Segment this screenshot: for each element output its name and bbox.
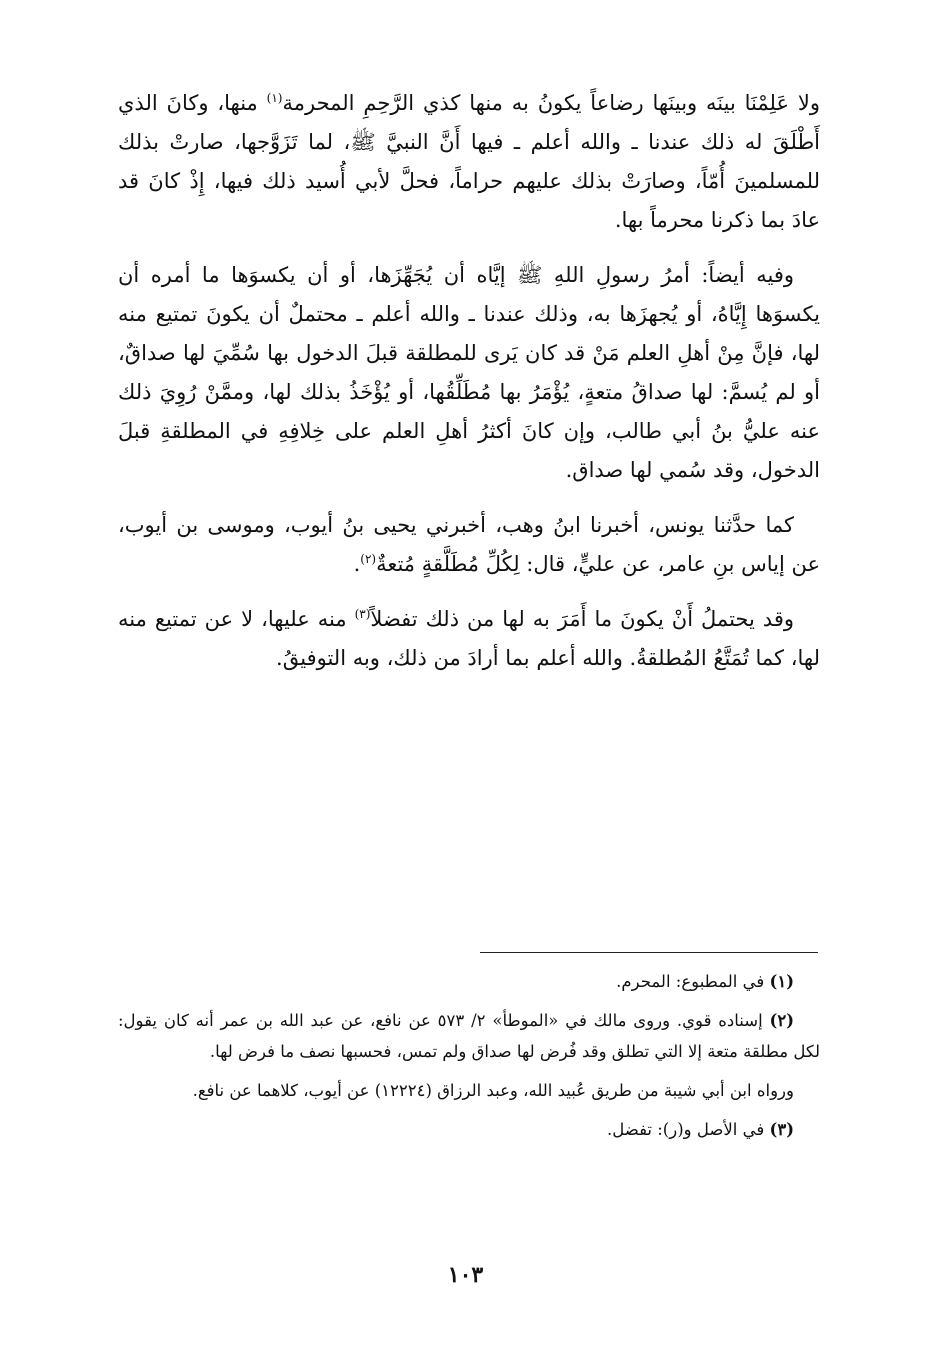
paragraph-1 <box>118 84 820 240</box>
paragraph-3-text-a: كما حدَّثنا يونس، أخبرنا ابنُ وهب، أخبرني يحيى بنُ أيوب، وموسى بن أيوب، عن إياس بنِ عامر، عن عليٍّ، قال: لِكُلِّ مُطَلَّقةٍ مُتعةٌ <box>118 513 820 576</box>
footnote-1 <box>118 966 820 997</box>
footnote-ref-3: (٣) <box>354 607 371 621</box>
page-number: ١٠٣ <box>447 1262 484 1288</box>
footnote-2 <box>118 1005 820 1067</box>
footnote-ref-2: (٢) <box>360 552 377 566</box>
footnote-2-continuation <box>118 1075 820 1106</box>
footnote-3-text: في الأصل و(ر): تفضل. <box>607 1120 770 1139</box>
paragraph-4-text-a: وقد يحتملُ أَنْ يكونَ ما أَمَرَ به لها من ذلك تفضلاً <box>370 607 794 631</box>
paragraph-3 <box>118 506 820 584</box>
paragraph-2-text: وفيه أيضاً: أمرُ رسولِ اللهِ ﷺ إيَّاه أن يُجَهِّزَها، أو أن يكسوَها ما أمره أن يكسوَها إِيَّاهُ، أو يُجهزَها به، وذلك عندنا ـ والله أعلم ـ محتملٌ أن يكونَ تمتيع منه لها، فإنَّ مِنْ أهلِ العلم مَنْ قد كان يَرى للمطلقة قبلَ الدخول بها سُمِّيَ لها صداقٌ، أو لم يُسمَّ: لها صداقُ متعةٍ، يُؤْمَرُ بها مُطَلِّقُها، أو يُؤْخَذُ بذلك لها، وممَّنْ رُوِيَ ذلك عنه عليُّ بنُ أبي طالب، وإن كانَ أكثرُ أهلِ العلم على خِلافِهِ في المطلقةِ قبلَ الدخول، وقد سُمي لها صداق. <box>118 263 820 482</box>
paragraph-1-text-a: ولا عَلِمْنَا بينَه وبينَها رضاعاً يكونُ به منها كذي الرَّحِمِ المحرمة <box>282 91 820 115</box>
footnote-2-continuation-text: ورواه ابن أبي شيبة من طريق عُبيد الله، وعبد الرزاق (١٢٢٢٤) عن أيوب، كلاهما عن نافع. <box>192 1081 794 1100</box>
footnote-3-number: (٣) <box>769 1120 794 1139</box>
footnotes-section <box>118 966 820 1153</box>
paragraph-1-text-b: منها، وكانَ الذي أَطْلَقَ له ذلك عندنا ـ والله أعلم ـ فيها أَنَّ النبيَّ ﷺ، لما تَزَوَّجها، صارتْ بذلك للمسلمينَ أُمّاً، وصارَتْ بذلك عليهم حراماً، فحلَّ لأبي أُسيد ذلك فيها، إِذْ كانَ قد عادَ بما ذكرنا محرماً بها. <box>118 91 820 232</box>
footnote-1-number: (١) <box>769 972 794 991</box>
paragraph-4-text-b: منه عليها، لا عن تمتيع منه لها، كما تُمَتَّعُ المُطلقةُ. والله أعلم بما أرادَ من ذلك، وبه التوفيقُ. <box>118 607 820 670</box>
footnote-2-text: إسناده قوي. وروى مالك في «الموطأ» ٢/ ٥٧٣ عن نافع، عن عبد الله بن عمر أنه كان يقول: لكل مطلقة متعة إلا التي تطلق وقد فُرض لها صداق ولم تمس، فحسبها نصف ما فرض لها. <box>118 1011 820 1061</box>
footnote-3 <box>118 1114 820 1145</box>
footnote-separator <box>480 952 818 953</box>
paragraph-2 <box>118 256 820 490</box>
footnote-ref-1: (١) <box>266 91 283 105</box>
main-text-body <box>118 84 820 694</box>
footnote-2-number: (٢) <box>769 1011 795 1030</box>
footnote-1-text: في المطبوع: المحرم. <box>616 972 770 991</box>
paragraph-3-text-b: . <box>353 552 361 576</box>
paragraph-4 <box>118 600 820 678</box>
